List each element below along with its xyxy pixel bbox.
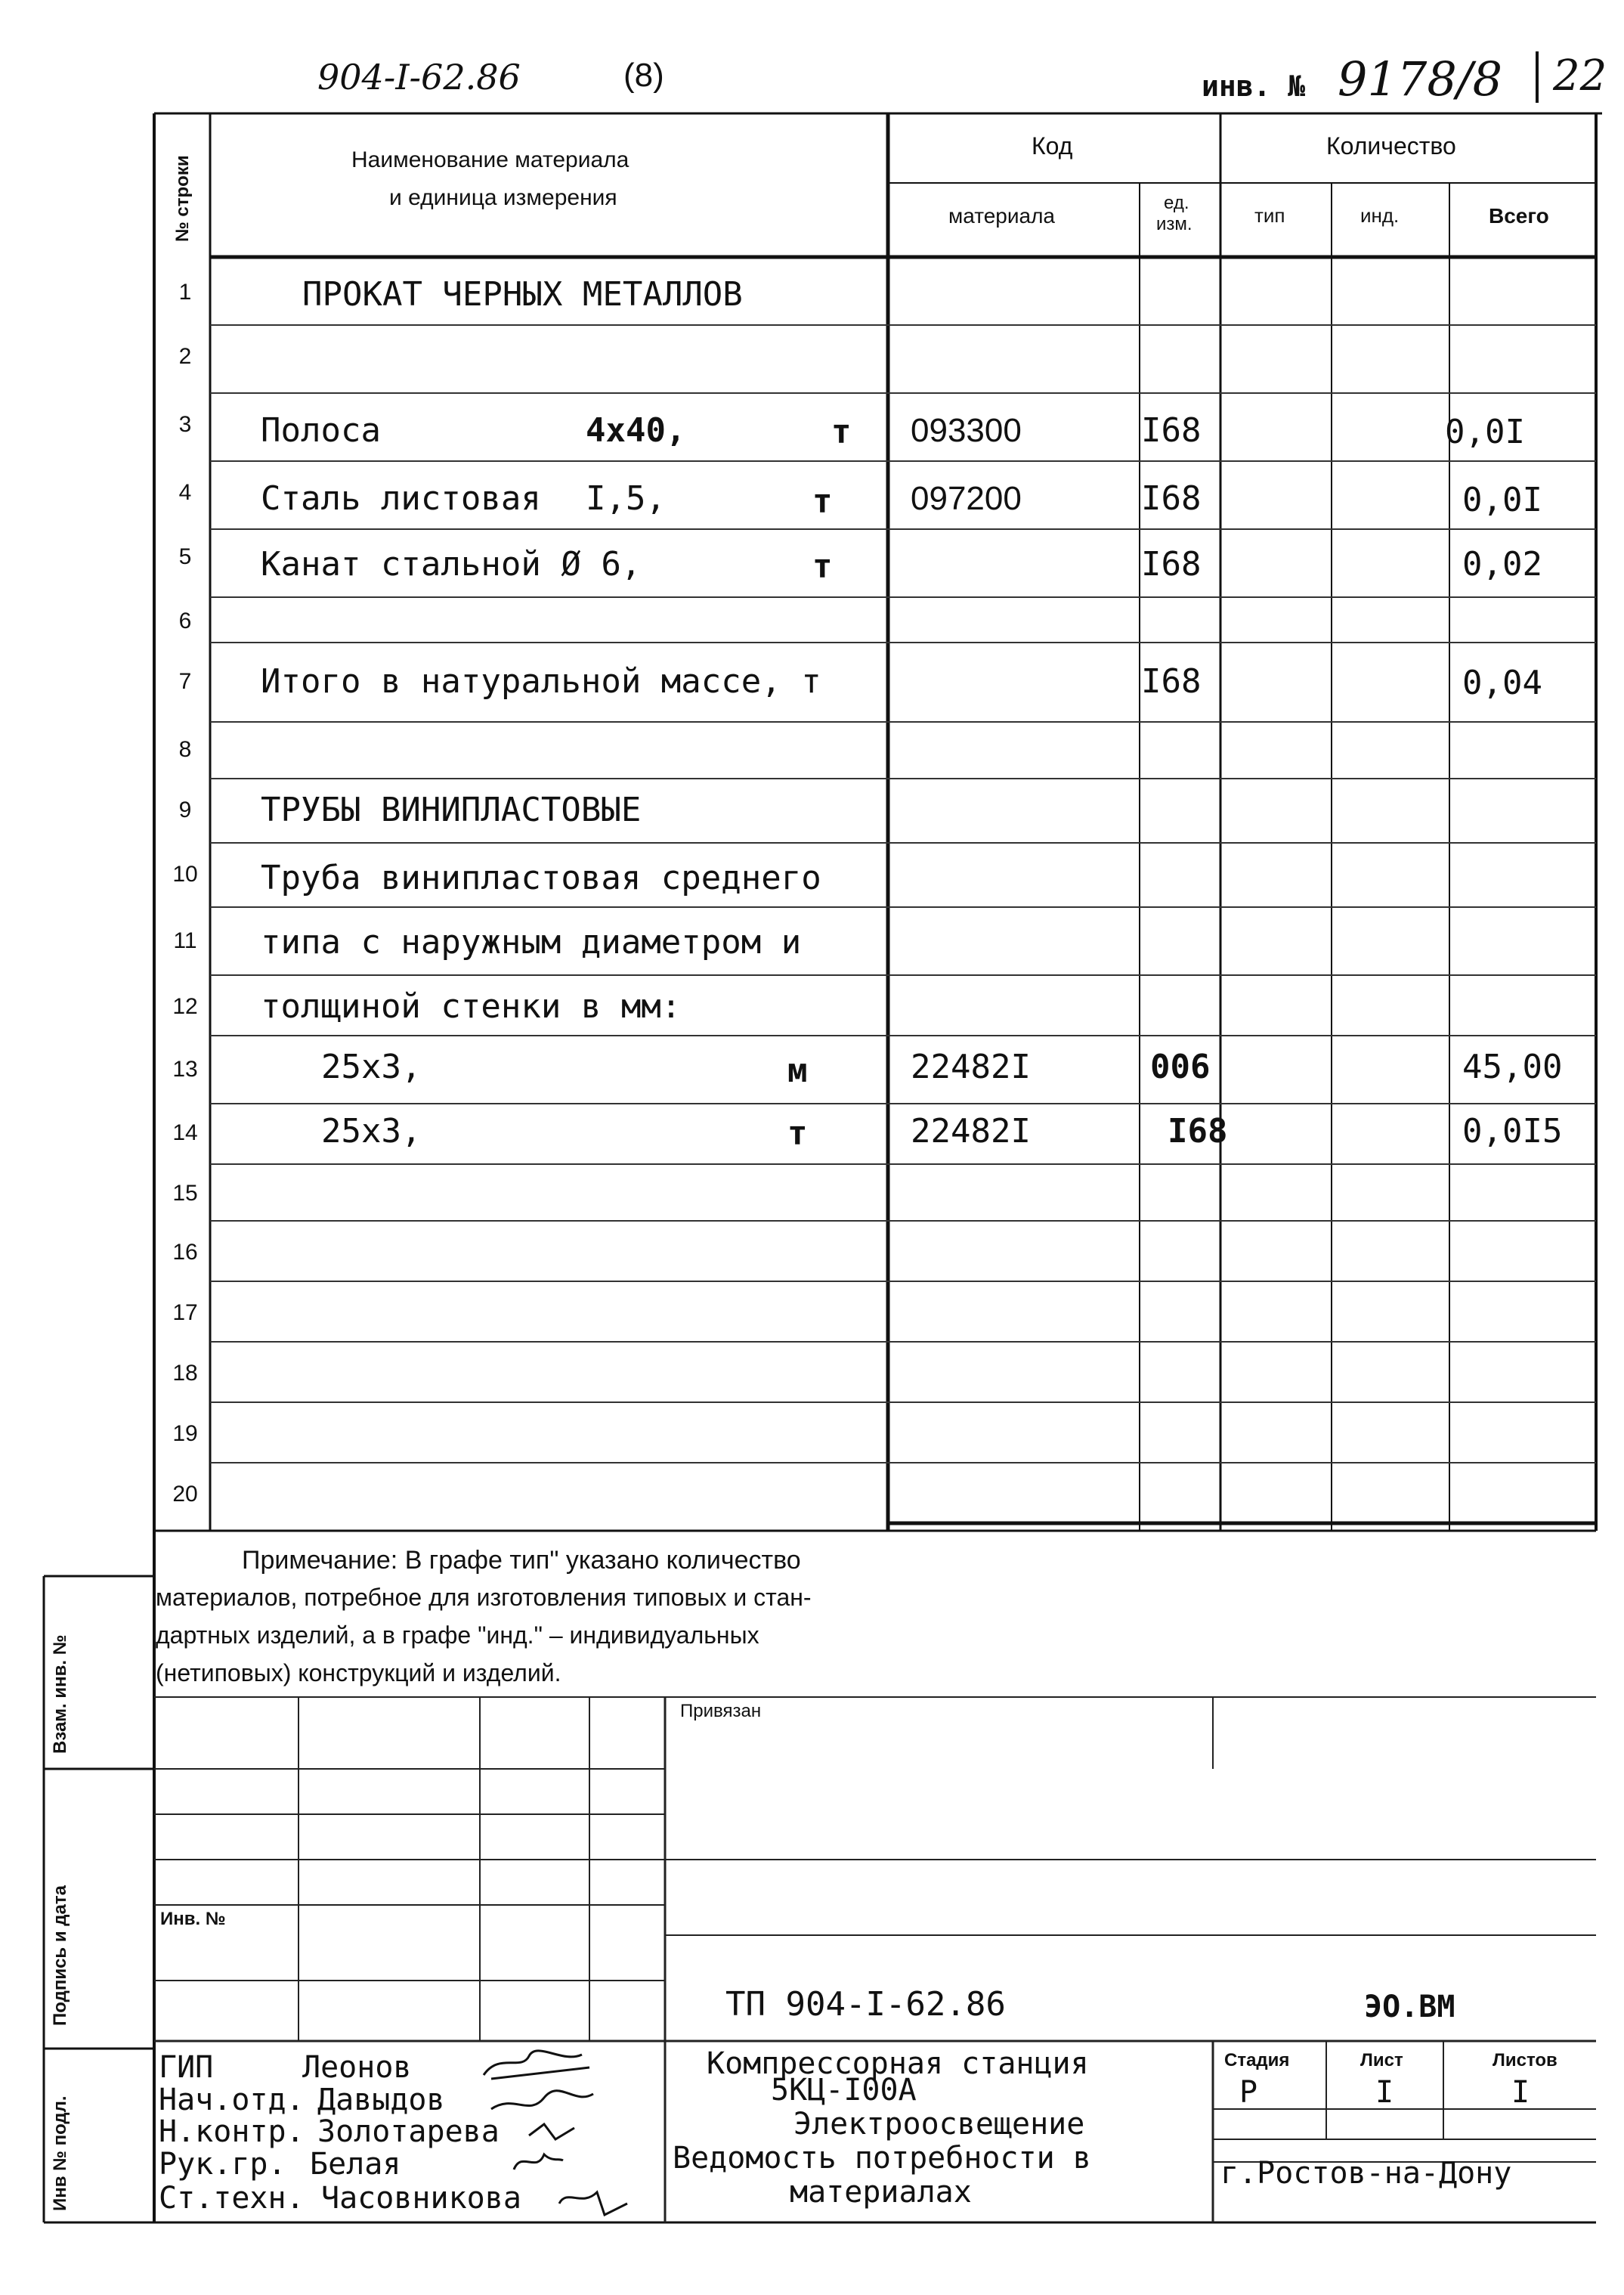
row-number: 3	[178, 412, 192, 437]
row-number: 4	[178, 480, 192, 505]
row-name: 25x3,	[321, 1112, 422, 1151]
row-unit-letter: т	[831, 413, 852, 451]
row-code: 22482I	[911, 1112, 1031, 1151]
sheets-label: Листов	[1493, 2050, 1557, 2070]
row-name: Труба винипластовая среднего	[261, 859, 821, 897]
row-number: 6	[178, 609, 192, 633]
row-number: 14	[172, 1120, 198, 1145]
row-unit-code: 006	[1150, 1048, 1211, 1086]
sheet-mark: (8)	[623, 57, 664, 94]
side-vzam-inv: Взам. инв. №	[50, 1634, 70, 1754]
person-name: Белая	[310, 2147, 401, 2182]
note-line-4: (нетиповых) конструкций и изделий.	[156, 1659, 561, 1686]
note-line-2: материалов, потребное для изготовления типовых и стан-	[156, 1584, 812, 1611]
person-name: Золотарева	[317, 2114, 500, 2149]
row-total: 0,0I	[1445, 413, 1525, 451]
row-unit-letter: т	[812, 482, 833, 521]
row-name: 25x3,	[321, 1048, 422, 1086]
person-name: Леонов	[302, 2050, 412, 2085]
header-quantity: Количество	[1326, 132, 1456, 160]
row-code: 097200	[911, 480, 1022, 517]
row-number: 20	[172, 1482, 198, 1507]
row-total: 0,0I5	[1462, 1112, 1563, 1151]
row-number: 18	[172, 1361, 198, 1386]
doc-code: 904-I-62.86	[317, 57, 521, 98]
header-row-number: № строки	[172, 155, 193, 242]
person-role: Н.контр.	[159, 2114, 305, 2149]
doc-line-3: материалах	[790, 2175, 972, 2210]
row-unit-letter: м	[787, 1051, 808, 1090]
row-number: 13	[172, 1057, 198, 1082]
stage-label: Стадия	[1224, 2050, 1290, 2070]
row-total: 45,00	[1462, 1048, 1563, 1086]
inv-label: инв. №	[1202, 70, 1306, 103]
row-number: 7	[178, 669, 192, 694]
inv-no-label: Инв. №	[160, 1909, 226, 1929]
row-total: 0,02	[1462, 545, 1542, 584]
sheet-label: Лист	[1360, 2050, 1403, 2070]
row-size: I,5,	[586, 479, 666, 518]
section-code: ЭО.ВМ	[1364, 1990, 1455, 2024]
person-role: Рук.гр.	[159, 2147, 286, 2182]
city: г.Ростов-на-Дону	[1220, 2156, 1512, 2191]
row-number: 5	[178, 544, 192, 569]
header-unit-2: изм.	[1156, 214, 1192, 234]
row-number: 8	[178, 737, 192, 762]
row-unit-code: I68	[1141, 662, 1202, 701]
inv-value: 9178/8	[1338, 51, 1503, 107]
project-line-2: 5КЦ-I00А	[771, 2073, 917, 2108]
row-number: 12	[172, 994, 198, 1019]
person-name: Часовникова	[321, 2181, 521, 2216]
row-name: Сталь листовая	[261, 479, 541, 518]
row-unit-letter: т	[812, 547, 833, 586]
row-number: 9	[178, 798, 192, 822]
person-role: ГИП	[159, 2050, 214, 2085]
row-code: 22482I	[911, 1048, 1031, 1086]
header-ind: инд.	[1360, 204, 1400, 227]
row-number: 16	[172, 1240, 198, 1265]
row-total: 0,04	[1462, 664, 1542, 702]
note-line-1: Примечание: В графе тип" указано количество	[242, 1546, 801, 1575]
project-line-1: Компрессорная станция	[707, 2046, 1089, 2081]
person-name: Давыдов	[317, 2083, 445, 2117]
header-code: Код	[1032, 132, 1073, 160]
stage-value: Р	[1239, 2075, 1258, 2110]
row-number: 15	[172, 1181, 198, 1206]
row-name: Итого в натуральной массе, т	[261, 662, 821, 701]
row-name: толщиной стенки в мм:	[261, 987, 682, 1026]
row-number: 11	[173, 928, 197, 953]
header-name-line1: Наименование материала	[351, 147, 629, 172]
header-name-line2: и единица измерения	[389, 185, 617, 210]
header-material: материала	[948, 204, 1055, 228]
row-unit-letter: т	[787, 1114, 808, 1153]
row-number: 19	[172, 1421, 198, 1446]
header-type: тип	[1254, 204, 1285, 227]
side-podpis-data: Подпись и дата	[50, 1885, 70, 2026]
row-number: 2	[178, 344, 192, 369]
row-name: ПРОКАТ ЧЕРНЫХ МЕТАЛЛОВ	[302, 275, 743, 314]
doc-line-2: Ведомость потребности в	[673, 2141, 1091, 2176]
row-unit-code: I68	[1168, 1112, 1228, 1151]
row-name: Полоса	[261, 411, 381, 450]
tp-code: ТП 904-I-62.86	[725, 1985, 1006, 2024]
row-name: типа с наружным диаметром и	[261, 923, 802, 962]
row-total: 0,0I	[1462, 481, 1542, 519]
row-size: 4x40,	[586, 411, 686, 450]
sheets-value: I	[1511, 2075, 1530, 2110]
note-line-3: дартных изделий, а в графе "инд." – индивидуальных	[156, 1621, 759, 1649]
person-role: Нач.отд.	[159, 2083, 305, 2117]
row-unit-code: I68	[1141, 411, 1202, 450]
person-role: Ст.техн.	[159, 2181, 305, 2216]
side-inv-podl: Инв № подл.	[50, 2095, 70, 2211]
row-number: 10	[172, 862, 198, 887]
doc-line-1: Электроосвещение	[793, 2107, 1085, 2142]
row-unit-code: I68	[1141, 545, 1202, 584]
header-unit-1: ед.	[1164, 193, 1189, 213]
privyazan-label: Привязан	[680, 1701, 762, 1721]
row-number: 1	[178, 280, 192, 305]
row-number: 17	[172, 1300, 198, 1325]
row-name: ТРУБЫ ВИНИПЛАСТОВЫЕ	[261, 791, 642, 829]
row-code: 093300	[911, 412, 1022, 449]
header-total: Всего	[1489, 204, 1549, 228]
page-number: 22	[1553, 51, 1607, 101]
row-unit-code: I68	[1141, 479, 1202, 518]
sheet-value: I	[1375, 2075, 1394, 2110]
row-name: Канат стальной Ø 6,	[261, 545, 642, 584]
